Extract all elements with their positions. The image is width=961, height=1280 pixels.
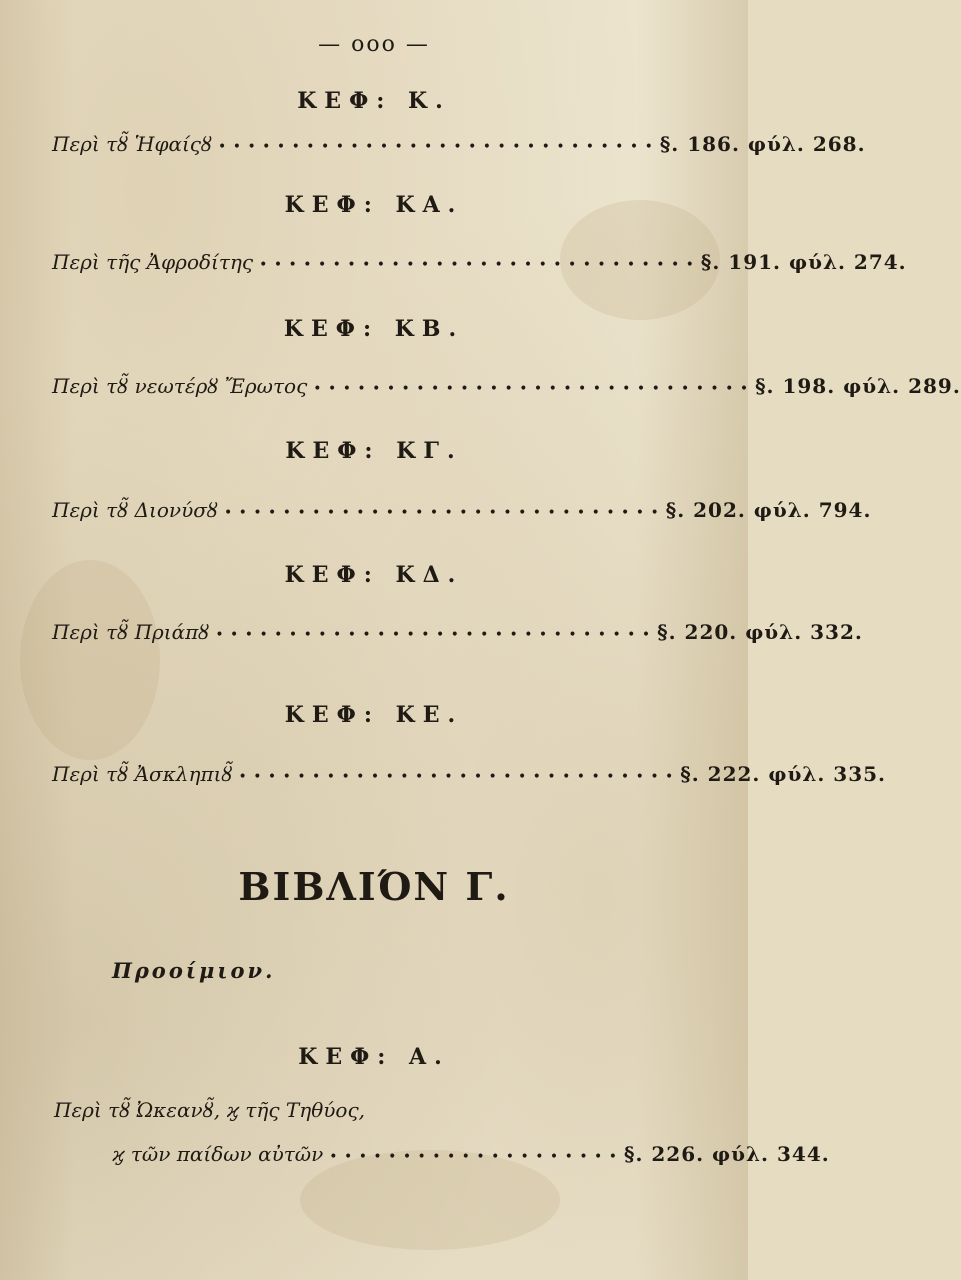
toc-entry: [112, 1142, 830, 1172]
toc-entry: [52, 498, 872, 528]
chapter-heading: ΚΕΦ: ΚΓ.: [285, 438, 463, 464]
entry-title: Περὶ τȣ̃ νεωτέρȣ Ἔρωτος: [52, 374, 308, 398]
paper-stain: [20, 560, 160, 760]
entry-title: Περὶ τȣ̃ Ἡφαίςȣ: [52, 132, 213, 156]
dot-leader: • • • • • • • • • • • • • • • • • • • • • • • • • • • • • •: [215, 627, 652, 643]
entry-title-line-1: Περὶ τȣ̃ Ὠκεανȣ̃, ϗ τῆς Τηθύος,: [54, 1098, 366, 1122]
page-header: — ooo —: [318, 32, 430, 57]
entry-reference: §. 222. φύλ. 335.: [680, 762, 886, 786]
prooimion-label: Προοίμιον.: [112, 958, 276, 983]
entry-title: Περὶ τῆς Ἀφροδίτης: [52, 250, 254, 274]
dot-leader: • • • • • • • • • • • • • • • • • • • • • • • • • • • • • •: [313, 381, 750, 397]
toc-entry: [52, 132, 866, 162]
chapter-heading: ΚΕΦ: Α.: [298, 1044, 450, 1070]
dot-leader: • • • • • • • • • • • • • • • • • • • • • • • • • • • • • •: [218, 139, 654, 155]
toc-entry: [52, 762, 886, 792]
chapter-heading: ΚΕΦ: Κ.: [297, 88, 451, 114]
dot-leader: • • • • • • • • • • • • • • • • • • • • • • • • • • • • • •: [259, 257, 695, 273]
chapter-heading: ΚΕΦ: ΚΔ.: [284, 562, 464, 588]
entry-reference: §. 202. φύλ. 794.: [665, 498, 872, 522]
toc-entry: [52, 250, 907, 280]
chapter-heading: ΚΕΦ: ΚΑ.: [284, 192, 464, 218]
entry-title: Περὶ τȣ̃ Διονύσȣ: [52, 498, 218, 522]
chapter-heading: ΚΕΦ: ΚΒ.: [283, 316, 465, 342]
entry-reference: §. 186. φύλ. 268.: [659, 132, 866, 156]
dot-leader: • • • • • • • • • • • • • • • • • • • • • • • • • • • • • •: [238, 769, 675, 785]
entry-reference: §. 226. φύλ. 344.: [624, 1142, 830, 1166]
entry-title: Περὶ τȣ̃ Πριάπȣ: [52, 620, 210, 644]
entry-title: Περὶ τȣ̃ Ἀσκληπιȣ̃: [52, 762, 233, 786]
entry-title-line-2: ϗ τῶν παίδων αὐτῶν: [112, 1142, 324, 1166]
toc-entry: [52, 374, 961, 404]
entry-reference: §. 198. φύλ. 289.: [755, 374, 961, 398]
entry-reference: §. 220. φύλ. 332.: [657, 620, 863, 644]
dot-leader: • • • • • • • • • • • • • • • • • • • •: [329, 1149, 618, 1165]
chapter-heading: ΚΕΦ: ΚΕ.: [284, 702, 464, 728]
toc-entry: [52, 620, 863, 650]
entry-reference: §. 191. φύλ. 274.: [700, 250, 907, 274]
dot-leader: • • • • • • • • • • • • • • • • • • • • • • • • • • • • • •: [223, 505, 660, 521]
book-title: ΒΙΒΛΙΌΝ Γ.: [238, 864, 510, 909]
